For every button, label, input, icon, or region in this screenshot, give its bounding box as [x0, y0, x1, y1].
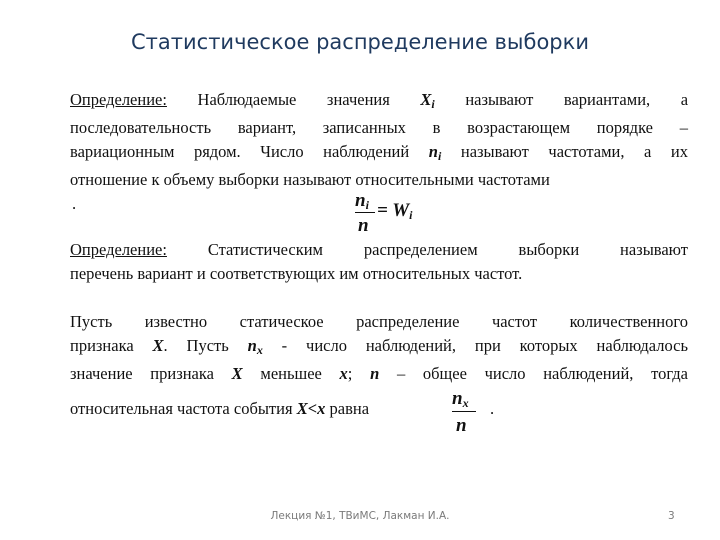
var-n: n — [247, 336, 257, 355]
def1-text-c: вариационным рядом. Число наблюдений — [70, 142, 410, 161]
var-X-2: X — [231, 364, 243, 383]
p3-line-1: Пусть известно статическое распределение частот количественного — [70, 312, 688, 331]
var-n-i — [429, 142, 442, 161]
sub-x: x — [256, 343, 263, 357]
p3-line-4 — [70, 397, 510, 421]
def1-dot: . — [72, 194, 77, 213]
def1-text-a: Наблюдаемые значения — [197, 90, 390, 109]
var-x-i — [420, 90, 434, 109]
p3-text-f: – общее число наблюдений, тогда — [396, 364, 688, 383]
var-x: X — [420, 90, 432, 109]
formula-num-n: n — [355, 190, 366, 211]
relative-frequency-formula — [355, 190, 435, 238]
fraction-bar-2 — [452, 411, 476, 412]
p3-text-d: значение признака — [70, 364, 214, 383]
p3-line-4-end: . — [490, 399, 495, 418]
fraction-bar — [355, 212, 375, 213]
formula2-denominator: n — [456, 415, 467, 436]
event-x-less-x: X<x — [296, 399, 326, 418]
var-n: n — [428, 142, 438, 161]
formula-rhs-sub: i — [409, 208, 413, 222]
sub-i: i — [431, 97, 435, 111]
p3-text-h: равна — [329, 399, 370, 418]
var-n-total: n — [370, 364, 380, 383]
p3-text-e: меньшее — [260, 364, 322, 383]
formula2-num-sub: x — [462, 396, 469, 410]
formula-denominator: n — [358, 215, 369, 236]
var-x-lower: x — [339, 364, 348, 383]
def1-line-4: отношение к объему выборки называют относительными частотами — [70, 170, 550, 189]
event-frequency-formula — [452, 388, 492, 438]
sub-i-2: i — [437, 149, 442, 163]
p3-line-3 — [70, 362, 688, 386]
def1-line-1 — [70, 88, 688, 116]
formula-numerator — [355, 190, 369, 213]
page-number: 3 — [668, 510, 675, 522]
p3-text-b: . Пусть — [163, 336, 229, 355]
p3-text-c: - число наблюдений, при которых наблюдалось — [281, 336, 689, 355]
def2-line-2: перечень вариант и соответствующих им относительных частот. — [70, 264, 523, 283]
def1-line-2: последовательность вариант, записанных в возрастающем порядке – — [70, 118, 688, 137]
slide-title: Статистическое распределение выборки — [131, 30, 589, 54]
p3-text-a: признака — [70, 336, 134, 355]
def1-text-b: называют вариантами, а — [465, 90, 689, 109]
def2-label: Определение: — [70, 240, 167, 259]
var-X: X — [152, 336, 164, 355]
var-n-x — [248, 336, 263, 355]
p3-line-2 — [70, 334, 688, 362]
formula2-numerator — [452, 388, 469, 411]
def1-line-3 — [70, 140, 688, 168]
def1-label: Определение: — [70, 90, 167, 109]
formula-rhs — [377, 200, 412, 223]
formula-rhs-w: = W — [377, 200, 410, 221]
p3-semicolon: ; — [347, 364, 353, 383]
formula-num-sub: i — [365, 198, 369, 212]
p3-text-g: относительная частота события — [70, 399, 293, 418]
slide-footer: Лекция №1, ТВиМС, Лакман И.А. — [270, 510, 450, 522]
def2-text-a: Статистическим распределением выборки называют — [207, 240, 689, 259]
formula2-num-n: n — [452, 388, 463, 409]
def1-text-d: называют частотами, а их — [460, 142, 689, 161]
def2-line-1 — [70, 238, 688, 262]
paragraph-3 — [70, 310, 688, 386]
definition-2 — [70, 238, 688, 286]
